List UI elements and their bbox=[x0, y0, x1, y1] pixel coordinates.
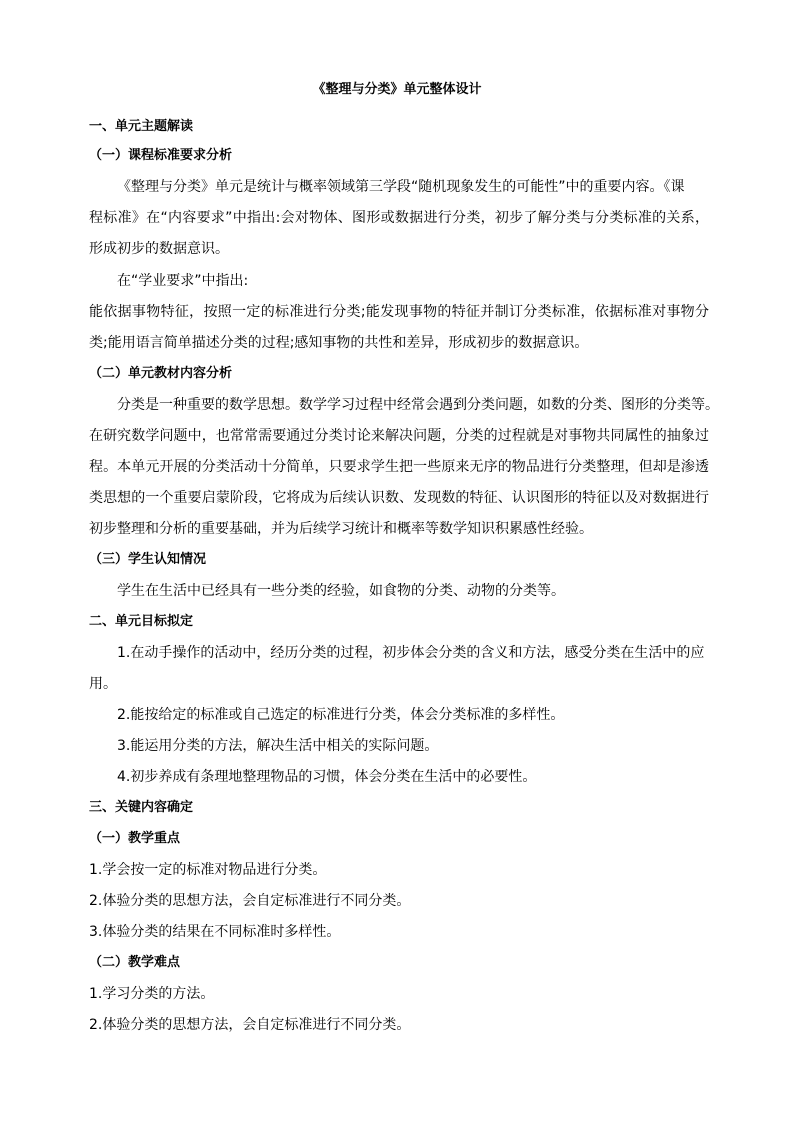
section-heading: 二、单元目标拟定 bbox=[89, 614, 194, 629]
paragraph-line: 用。 bbox=[89, 676, 117, 692]
paragraph-line: 1.学习分类的方法。 bbox=[89, 986, 215, 1002]
paragraph-line: 2.体验分类的思想方法，会自定标准进行不同分类。 bbox=[89, 1017, 411, 1033]
paragraph-line: 3.能运用分类的方法，解决生活中相关的实际问题。 bbox=[117, 738, 439, 754]
paragraph-line: 1.在动手操作的活动中，经历分类的过程，初步体会分类的含义和方法，感受分类在生活中的应 bbox=[117, 645, 705, 661]
paragraph-line: 2.体验分类的思想方法，会自定标准进行不同分类。 bbox=[89, 893, 411, 909]
paragraph-line: 类思想的一个重要启蒙阶段，它将成为后续认识数、发现数的特征、认识图形的特征以及对数据进行 bbox=[89, 490, 709, 506]
paragraph-line: 学生在生活中已经具有一些分类的经验，如食物的分类、动物的分类等。 bbox=[117, 583, 565, 599]
paragraph-line: 《整理与分类》单元是统计与概率领域第三学段“随机现象发生的可能性”中的重要内容。《课 bbox=[117, 179, 685, 195]
subsection-heading: （二）单元教材内容分析 bbox=[89, 366, 233, 381]
subsection-heading: （三）学生认知情况 bbox=[89, 552, 207, 567]
subsection-heading: （一）课程标准要求分析 bbox=[89, 148, 233, 163]
section-heading: 三、关键内容确定 bbox=[89, 800, 194, 815]
paragraph-line: 在研究数学问题中，也常常需要通过分类讨论来解决问题，分类的过程就是对事物共同属性的抽象过 bbox=[89, 428, 709, 444]
list-item: 1.学会按一定的标准对物品进行分类。 bbox=[89, 862, 327, 878]
paragraph-line: 初步整理和分析的重要基础，并为后续学习统计和概率等数学知识积累感性经验。 bbox=[89, 521, 593, 537]
paragraph-line: 程。本单元开展的分类活动十分简单，只要求学生把一些原来无序的物品进行分类整理，但却是渗透 bbox=[89, 459, 709, 475]
paragraph-line: 3.体验分类的结果在不同标准时多样性。 bbox=[89, 924, 341, 940]
paragraph-line: 2.能按给定的标准或自己选定的标准进行分类，体会分类标准的多样性。 bbox=[117, 707, 565, 723]
document-title: 《整理与分类》单元整体设计 bbox=[312, 82, 482, 97]
paragraph-line: 形成初步的数据意识。 bbox=[89, 241, 229, 257]
subsection-heading: （二）教学难点 bbox=[89, 955, 181, 970]
paragraph-line: 4.初步养成有条理地整理物品的习惯，体会分类在生活中的必要性。 bbox=[117, 769, 537, 785]
paragraph-line: 类;能用语言简单描述分类的过程;感知事物的共性和差异，形成初步的数据意识。 bbox=[89, 335, 589, 351]
subsection-heading: （一）教学重点 bbox=[89, 831, 181, 846]
paragraph-line: 程标准》在“内容要求”中指出:会对物体、图形或数据进行分类，初步了解分类与分类标准的关系， bbox=[89, 210, 709, 226]
paragraph-line: 在“学业要求”中指出: bbox=[117, 273, 249, 289]
section-heading: 一、单元主题解读 bbox=[89, 119, 194, 134]
paragraph-line: 能依据事物特征，按照一定的标准进行分类;能发现事物的特征并制订分类标准，依据标准对事物分 bbox=[89, 304, 709, 320]
paragraph-line: 分类是一种重要的数学思想。数学学习过程中经常会遇到分类问题，如数的分类、图形的分类等。 bbox=[117, 397, 719, 413]
